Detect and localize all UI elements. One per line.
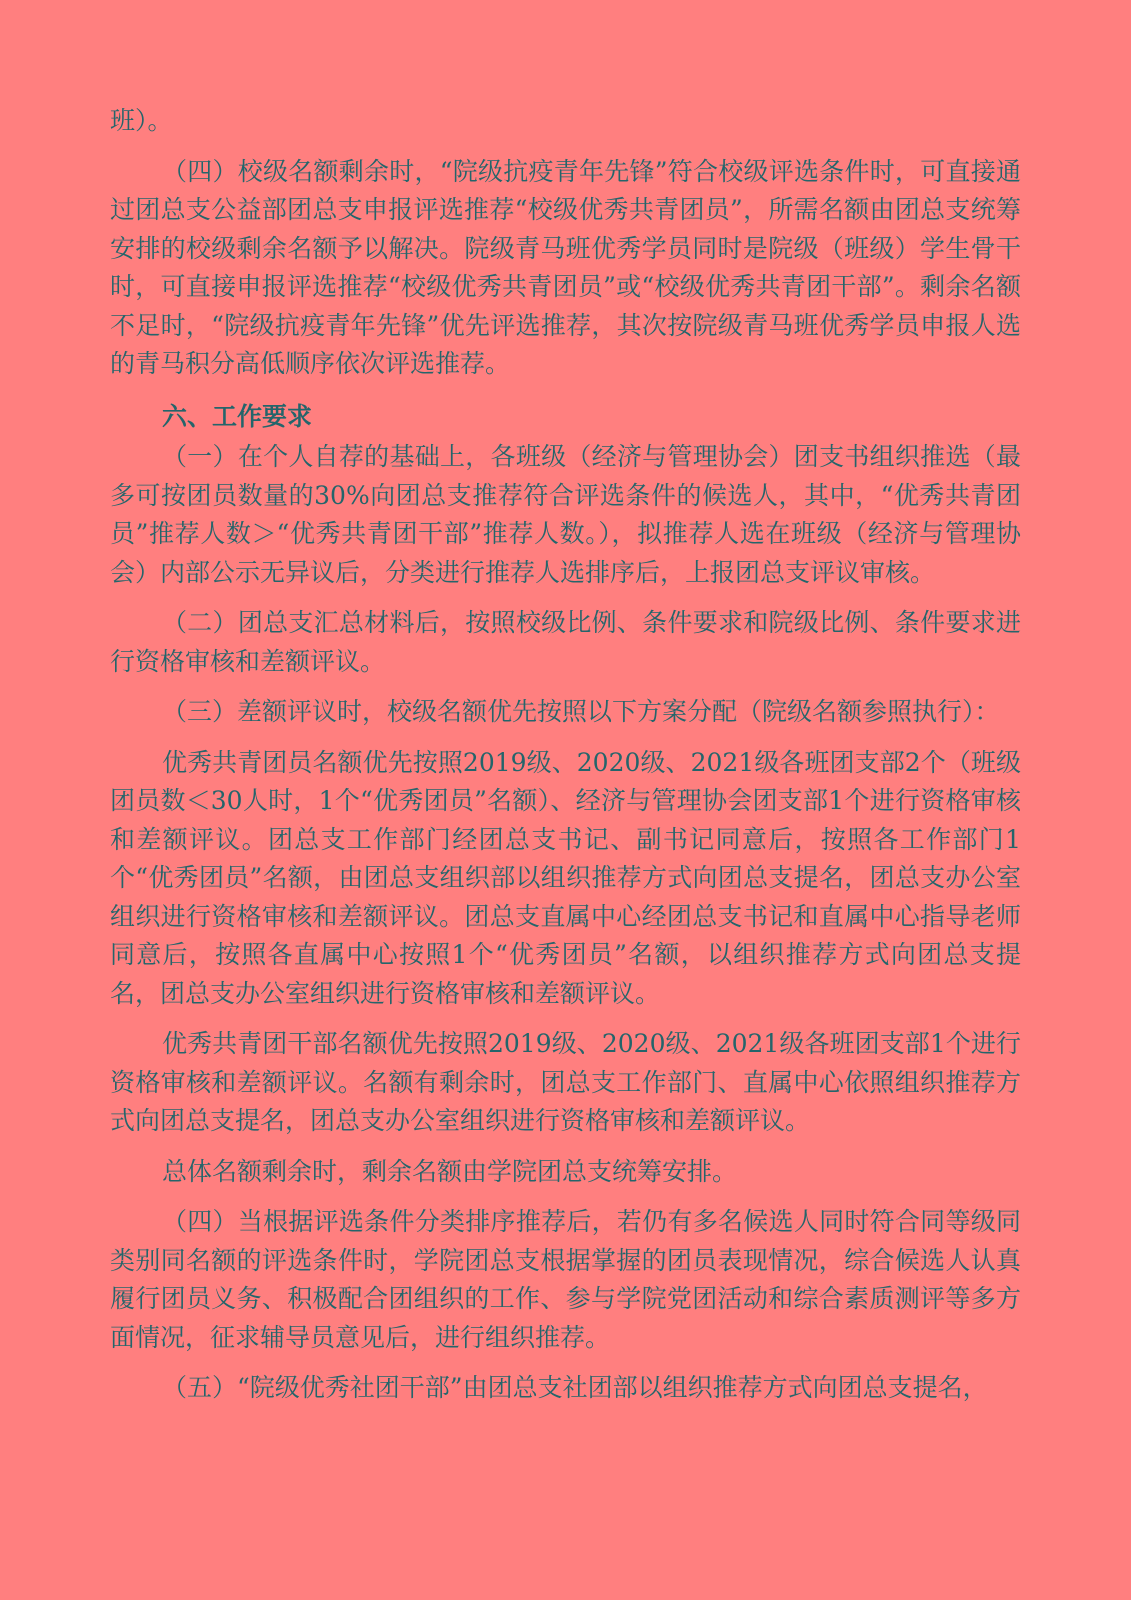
continuation-text: 班）。 — [110, 106, 173, 135]
paragraph-remaining-quota: 总体名额剩余时，剩余名额由学院团总支统筹安排。 — [162, 1156, 738, 1186]
paragraph-1: （一）在个人自荐的基础上，各班级（经济与管理协会）团支书组织推选（最多可按团员数量的30%向团总支推荐符合评选条件的候选人，其中，“优秀共青团员”推荐人数＞“优秀共青团干部”推荐人数。），拟推荐人选在班级（经济与管理协会）内部公示无异议后，分类进行推荐人选排序后，上报团总支评议审核。 — [110, 442, 1021, 587]
paragraph-5: （五）“院级优秀社团干部”由团总支社团部以组织推荐方式向团总支提名， — [162, 1373, 988, 1402]
paragraph-members-quota: 优秀共青团员名额优先按照2019级、2020级、2021级各班团支部2个（班级团员数＜30人时，1个“优秀团员”名额）、经济与管理协会团支部1个进行资格审核和差额评议。团总支工作部门经团总支书记、副书记同意后，按照各工作部门1个“优秀团员”名额，由团总支组织部以组织推荐方式向团总支提名，团总支办公室组织进行资格审核和差额评议。团总支直属中心经团总支书记和直属中心指导老师同意后，按照各直属中心按照1个“优秀团员”名额，以组织推荐方式向团总支提名，团总支办公室组织进行资格审核和差额评议。 — [110, 747, 1021, 1008]
paragraph-2: （二）团总支汇总材料后，按照校级比例、条件要求和院级比例、条件要求进行资格审核和差额评议。 — [110, 608, 1021, 676]
section-heading: 六、工作要求 — [162, 401, 313, 431]
paragraph-3: （三）差额评议时，校级名额优先按照以下方案分配（院级名额参照执行）： — [162, 697, 1000, 726]
paragraph-school-quota: （四）校级名额剩余时，“院级抗疫青年先锋”符合校级评选条件时，可直接通过团总支公益部团总支申报评选推荐“校级优秀共青团员”，所需名额由团总支统筹安排的校级剩余名额予以解决。院级青马班优秀学员同时是院级（班级）学生骨干时，可直接申报评选推荐“校级优秀共青团员”或“校级优秀共青团干部”。剩余名额不足时，“院级抗疫青年先锋”优先评选推荐，其次按院级青马班优秀学员申报人选的青马积分高低顺序依次评选推荐。 — [110, 156, 1021, 378]
paragraph-cadres-quota: 优秀共青团干部名额优先按照2019级、2020级、2021级各班团支部1个进行资格审核和差额评议。名额有剩余时，团总支工作部门、直属中心依照组织推荐方式向团总支提名，团总支办公室组织进行资格审核和差额评议。 — [110, 1029, 1021, 1135]
paragraph-4: （四）当根据评选条件分类排序推荐后，若仍有多名候选人同时符合同等级同类别同名额的评选条件时，学院团总支根据掌握的团员表现情况，综合候选人认真履行团员义务、积极配合团组织的工作、参与学院党团活动和综合素质测评等多方面情况，征求辅导员意见后，进行组织推荐。 — [110, 1207, 1021, 1352]
